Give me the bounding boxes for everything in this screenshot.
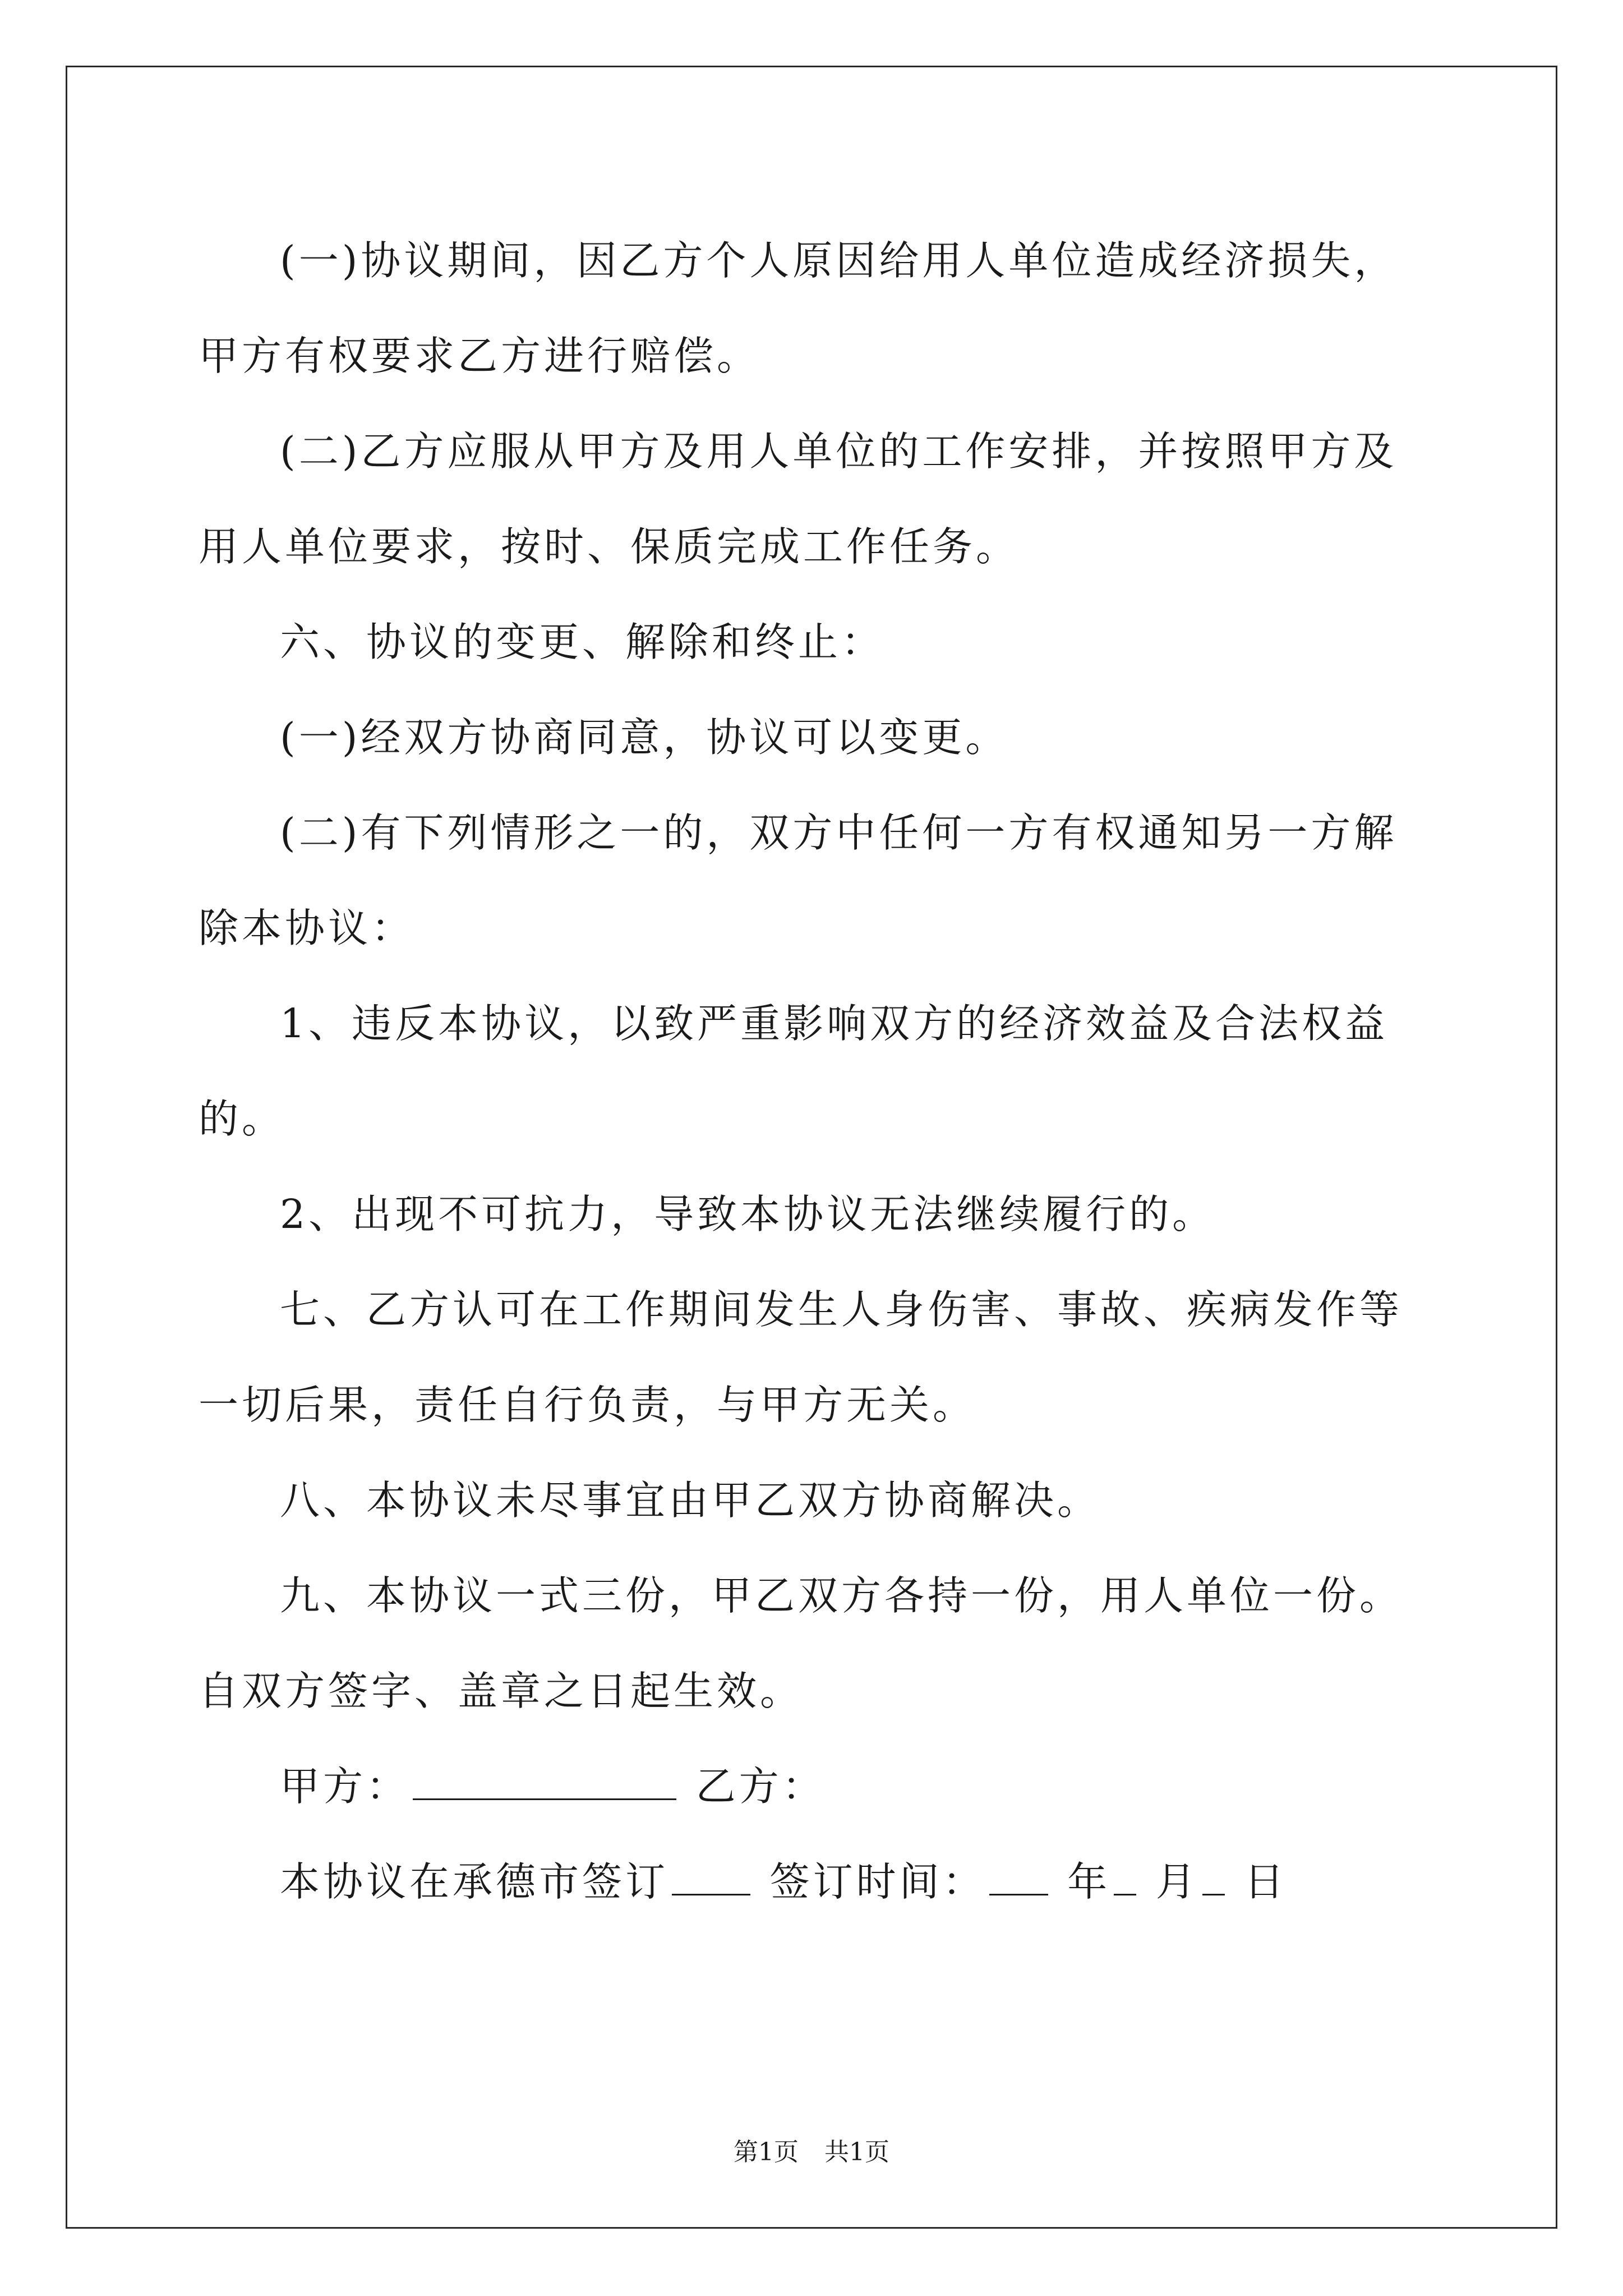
paragraph: 八、本协议未尽事宜由甲乙双方协商解决。	[280, 1477, 1101, 1524]
paragraph: 六、协议的变更、解除和终止：	[280, 619, 885, 665]
paragraph: 九、本协议一式三份，甲乙双方各持一份，用人单位一份。自双方签字、盖章之日起生效。	[199, 1572, 1403, 1714]
year-blank	[989, 1861, 1048, 1895]
paragraph: (一)经双方协商同意，协议可以变更。	[280, 714, 1009, 761]
signature-line	[199, 1739, 1430, 1834]
page-total: 共1页	[824, 2138, 889, 2166]
month-blank	[1114, 1861, 1136, 1895]
paragraph: (二)有下列情形之一的，双方中任何一方有权通知另一方解除本协议：	[199, 809, 1398, 951]
paragraph: 七、乙方认可在工作期间发生人身伤害、事故、疾病发作等一切后果，责任自行负责，与甲方无关。	[199, 1286, 1403, 1428]
page-number: 第1页	[734, 2138, 799, 2166]
year-label: 年	[1067, 1858, 1111, 1905]
party-a-blank	[413, 1766, 676, 1800]
signing-place-blank	[672, 1861, 750, 1895]
paragraph: (一)协议期间，因乙方个人原因给用人单位造成经济损失，甲方有权要求乙方进行赔偿。	[199, 237, 1398, 379]
paragraph: 1、违反本协议，以致严重影响双方的经济效益及合法权益的。	[199, 1000, 1389, 1142]
signing-time-label: 签订时间：	[769, 1858, 986, 1905]
party-a-label: 甲方：	[280, 1763, 410, 1810]
signing-line	[199, 1834, 1430, 1930]
signing-place-label: 本协议在承德市签订	[280, 1858, 669, 1905]
party-b-label: 乙方：	[695, 1763, 826, 1810]
paragraph: (二)乙方应服从甲方及用人单位的工作安排，并按照甲方及用人单位要求，按时、保质完成工作任务。	[199, 428, 1398, 570]
page-footer	[0, 2132, 1623, 2168]
document-body	[199, 213, 1430, 1930]
month-label: 月	[1155, 1858, 1199, 1905]
paragraph: 2、出现不可抗力，导致本协议无法继续履行的。	[280, 1191, 1216, 1237]
day-label: 日	[1244, 1858, 1288, 1905]
day-blank	[1202, 1861, 1225, 1895]
